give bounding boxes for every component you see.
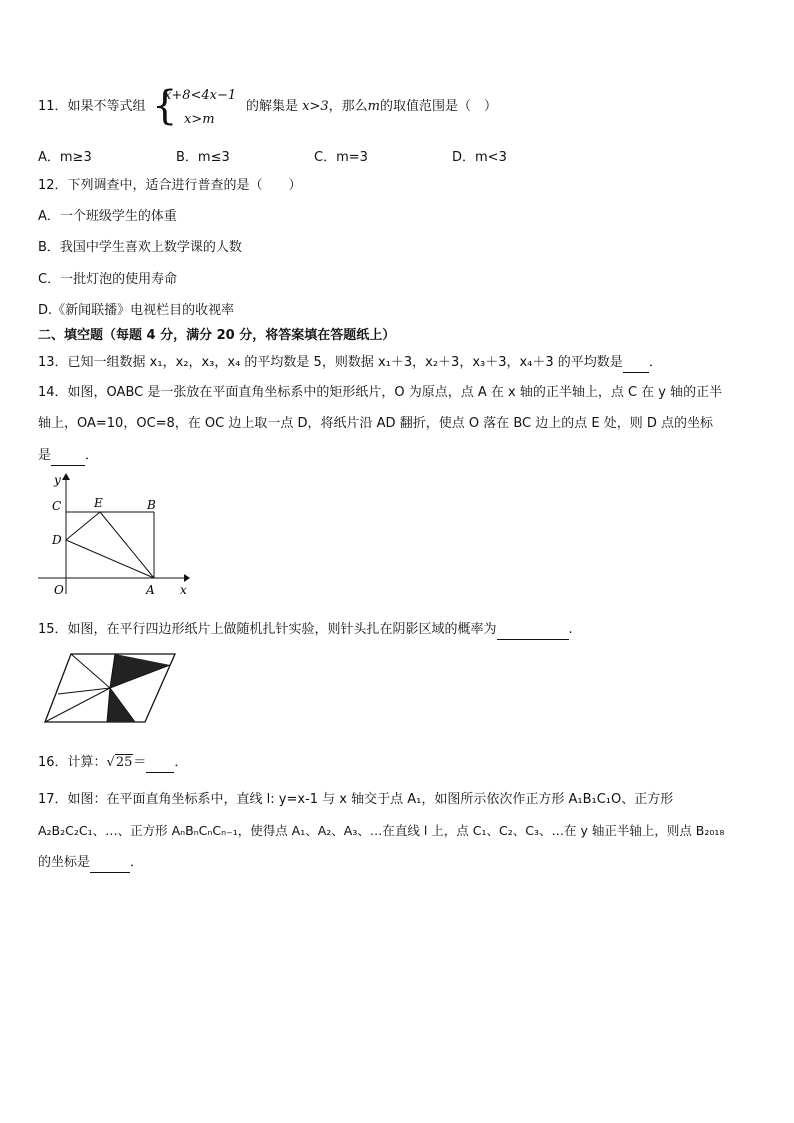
q14-line3-text: 是 — [38, 448, 52, 463]
q16-end: ． — [174, 755, 188, 770]
q17-line1: 17．如图：在平面直角坐标系中，直线 l: y=x-1 与 x 轴交于点 A₁，如图所示依次作正方形 A₁B₁C₁O、正方形 — [38, 792, 674, 807]
section-2-heading: 二、填空题（每题 4 分，满分 20 分，将答案填在答题纸上） — [38, 328, 396, 343]
q16-eq: ＝ — [133, 755, 147, 770]
q13-text — [38, 353, 662, 373]
q11-stem — [38, 97, 146, 117]
q12-option-b[interactable]: B．我国中学生喜欢上数学课的人数 — [38, 240, 242, 255]
q13-answer-blank[interactable] — [623, 358, 649, 373]
q14-line1: 14．如图，OABC 是一张放在平面直角坐标系中的矩形纸片，O 为原点，点 A 在 x 轴的正半轴上，点 C 在 y 轴的正半 — [38, 385, 723, 400]
q17-answer-blank[interactable] — [90, 858, 130, 873]
q11-var: m — [367, 99, 380, 114]
q11-tail — [246, 97, 497, 117]
q15-text — [38, 620, 573, 640]
q11-option-b[interactable]: B．m≤3 — [176, 150, 230, 165]
q12-option-a[interactable]: A．一个班级学生的体重 — [38, 209, 177, 224]
q11-option-c[interactable]: C．m=3 — [314, 150, 368, 165]
label-x: x — [180, 583, 187, 597]
label-y: y — [54, 473, 61, 487]
q14-line3 — [38, 446, 98, 466]
q17-end: ． — [130, 855, 144, 870]
q16-text — [38, 753, 187, 773]
q17-line2: A₂B₂C₂C₁、…、正方形 AₙBₙCₙCₙ₋₁，使得点 A₁、A₂、A₃、…在直线 l 上，点 C₁、C₂、C₃、…在 y 轴正半轴上，则点 B₂₀₁₈ — [38, 823, 725, 838]
q15-end: . — [568, 622, 573, 637]
label-a: A — [146, 583, 155, 597]
q16-answer-blank[interactable] — [146, 758, 174, 773]
q15-parallelogram-figure — [40, 650, 182, 726]
segment-de — [66, 512, 100, 540]
q11-option-a[interactable]: A．m≥3 — [38, 150, 92, 165]
q11-condition: x>3 — [302, 99, 329, 114]
q11-mid: 的解集是 — [246, 99, 299, 114]
label-e: E — [94, 496, 103, 510]
q15-answer-blank[interactable] — [497, 625, 569, 640]
label-b: B — [147, 498, 156, 512]
q14-line2: 轴上，OA=10，OC=8，在 OC 边上取一点 D，将纸片沿 AD 翻折，使点 O 落在 BC 边上的点 E 处，则 D 点的坐标 — [38, 416, 713, 431]
q11-mid2: ，那么 — [328, 99, 368, 114]
q14-rectangle-figure — [34, 470, 194, 600]
q11-row2: x>m — [184, 112, 215, 127]
q11-brace: { — [152, 83, 178, 129]
q14-answer-blank[interactable] — [51, 451, 85, 466]
q11-option-d[interactable]: D．m<3 — [452, 150, 507, 165]
q16-prefix: 16．计算： — [38, 755, 107, 770]
q11-prefix: 11．如果不等式组 — [38, 99, 146, 114]
q15-stem: 15．如图，在平行四边形纸片上做随机扎针实验，则针头扎在阴影区域的概率为 — [38, 622, 497, 637]
segment-ea — [100, 512, 154, 578]
label-c: C — [52, 499, 62, 513]
label-d: D — [52, 533, 62, 547]
q12-stem: 12．下列调查中，适合进行普查的是（ ） — [38, 178, 302, 193]
q12-option-d[interactable]: D.《新闻联播》电视栏目的收视率 — [38, 303, 235, 318]
q16-radicand: 25 — [115, 755, 133, 770]
q17-line3-text: 的坐标是 — [38, 855, 91, 870]
q13-end: ． — [648, 355, 662, 370]
label-o: O — [54, 583, 64, 597]
x-axis-arrow — [184, 574, 190, 582]
y-axis-arrow — [62, 473, 70, 480]
q12-option-c[interactable]: C．一批灯泡的使用寿命 — [38, 272, 178, 287]
q11-suffix: 的取值范围是（ ） — [380, 99, 498, 114]
q13-stem: 13．已知一组数据 x₁，x₂，x₃，x₄ 的平均数是 5，则数据 x₁＋3，x₂＋3，x₃＋3，x₄＋3 的平均数是 — [38, 355, 623, 370]
q17-line3 — [38, 853, 143, 873]
q14-end: ． — [85, 448, 99, 463]
q16-sqrt: √25 — [106, 755, 133, 770]
q11-row1: x+8<4x−1 — [164, 88, 237, 103]
segment-da — [66, 540, 154, 578]
